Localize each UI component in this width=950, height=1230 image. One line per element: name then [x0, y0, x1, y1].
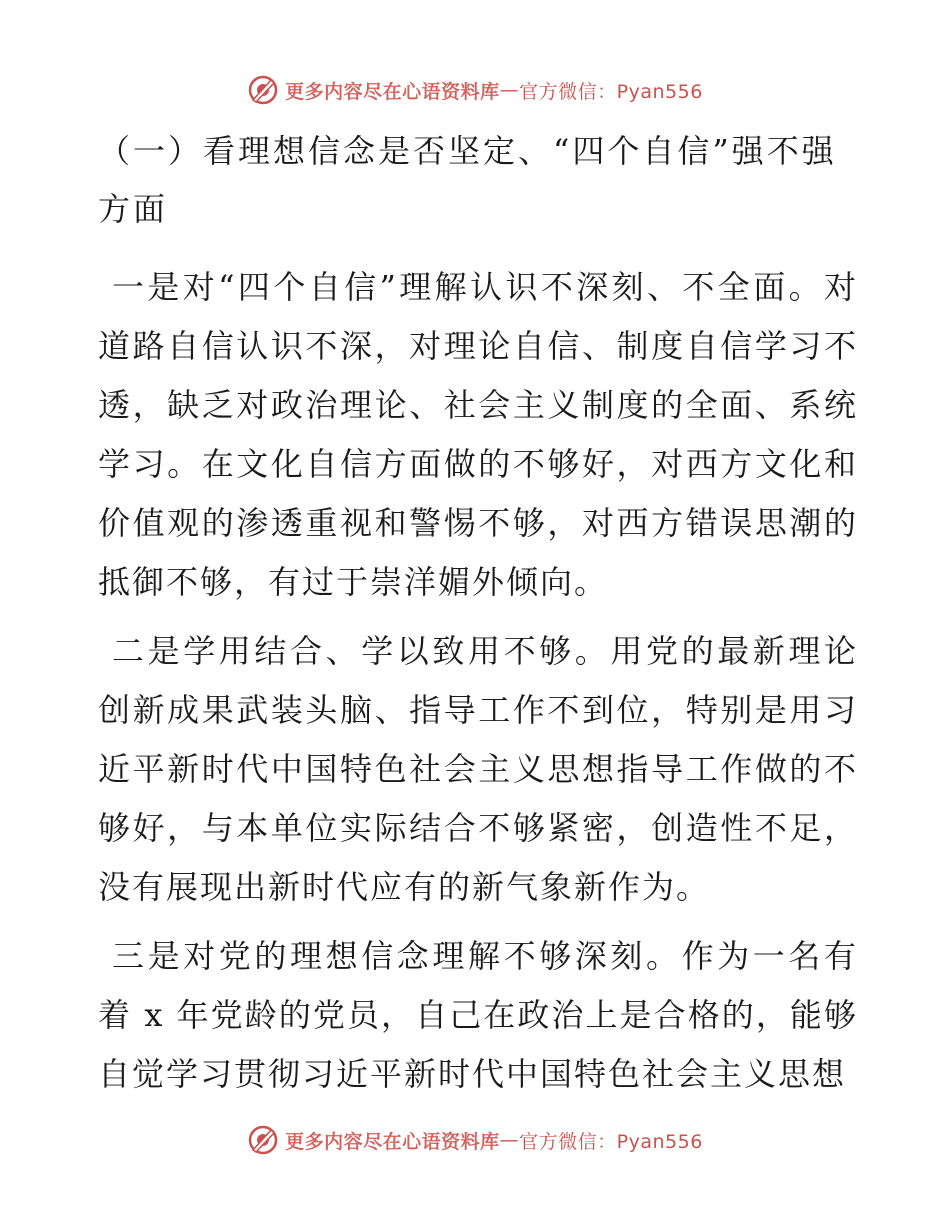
header-banner — [0, 70, 950, 110]
banner-wechat-text: 官方微信：Pyan556 — [519, 80, 703, 103]
footer-banner — [0, 1120, 950, 1160]
banner-main-text: 更多内容尽在心语资料库 — [285, 1130, 500, 1153]
quill-seal-icon — [247, 74, 279, 106]
banner-main-text: 更多内容尽在心语资料库 — [285, 80, 500, 103]
paragraph-2-text: 二是学用结合、学以致用不够。用党的最新理论创新成果武装头脑、指导工作不到位，特别是用习近平新时代中国特色社会主义思想指导工作做的不够好，与本单位实际结合不够紧密，创造性不足，没有展现出新时代应有的新气象新作为。 — [98, 632, 858, 906]
paragraph-2 — [98, 622, 858, 917]
paragraph-1 — [98, 258, 858, 612]
quill-seal-icon — [247, 1124, 279, 1156]
banner-dash: — — [499, 79, 520, 101]
document-body — [98, 122, 858, 1114]
banner-wechat-text: 官方微信：Pyan556 — [519, 1130, 703, 1153]
paragraph-3 — [98, 927, 858, 1104]
section-heading: （一）看理想信念是否坚定、“四个自信”强不强方面 — [98, 132, 837, 228]
paragraph-3-text: 三是对党的理想信念理解不够深刻。作为一名有着 x 年党龄的党员，自己在政治上是合格的，能够自觉学习贯彻习近平新时代中国特色社会主义思想 — [98, 937, 858, 1093]
paragraph-1-text: 一是对“四个自信”理解认识不深刻、不全面。对道路自信认识不深，对理论自信、制度自信学习不透，缺乏对政治理论、社会主义制度的全面、系统学习。在文化自信方面做的不够好，对西方文化和价值观的渗透重视和警惕不够，对西方错误思潮的抵御不够，有过于崇洋媚外倾向。 — [98, 268, 858, 601]
banner-dash: — — [499, 1129, 520, 1151]
